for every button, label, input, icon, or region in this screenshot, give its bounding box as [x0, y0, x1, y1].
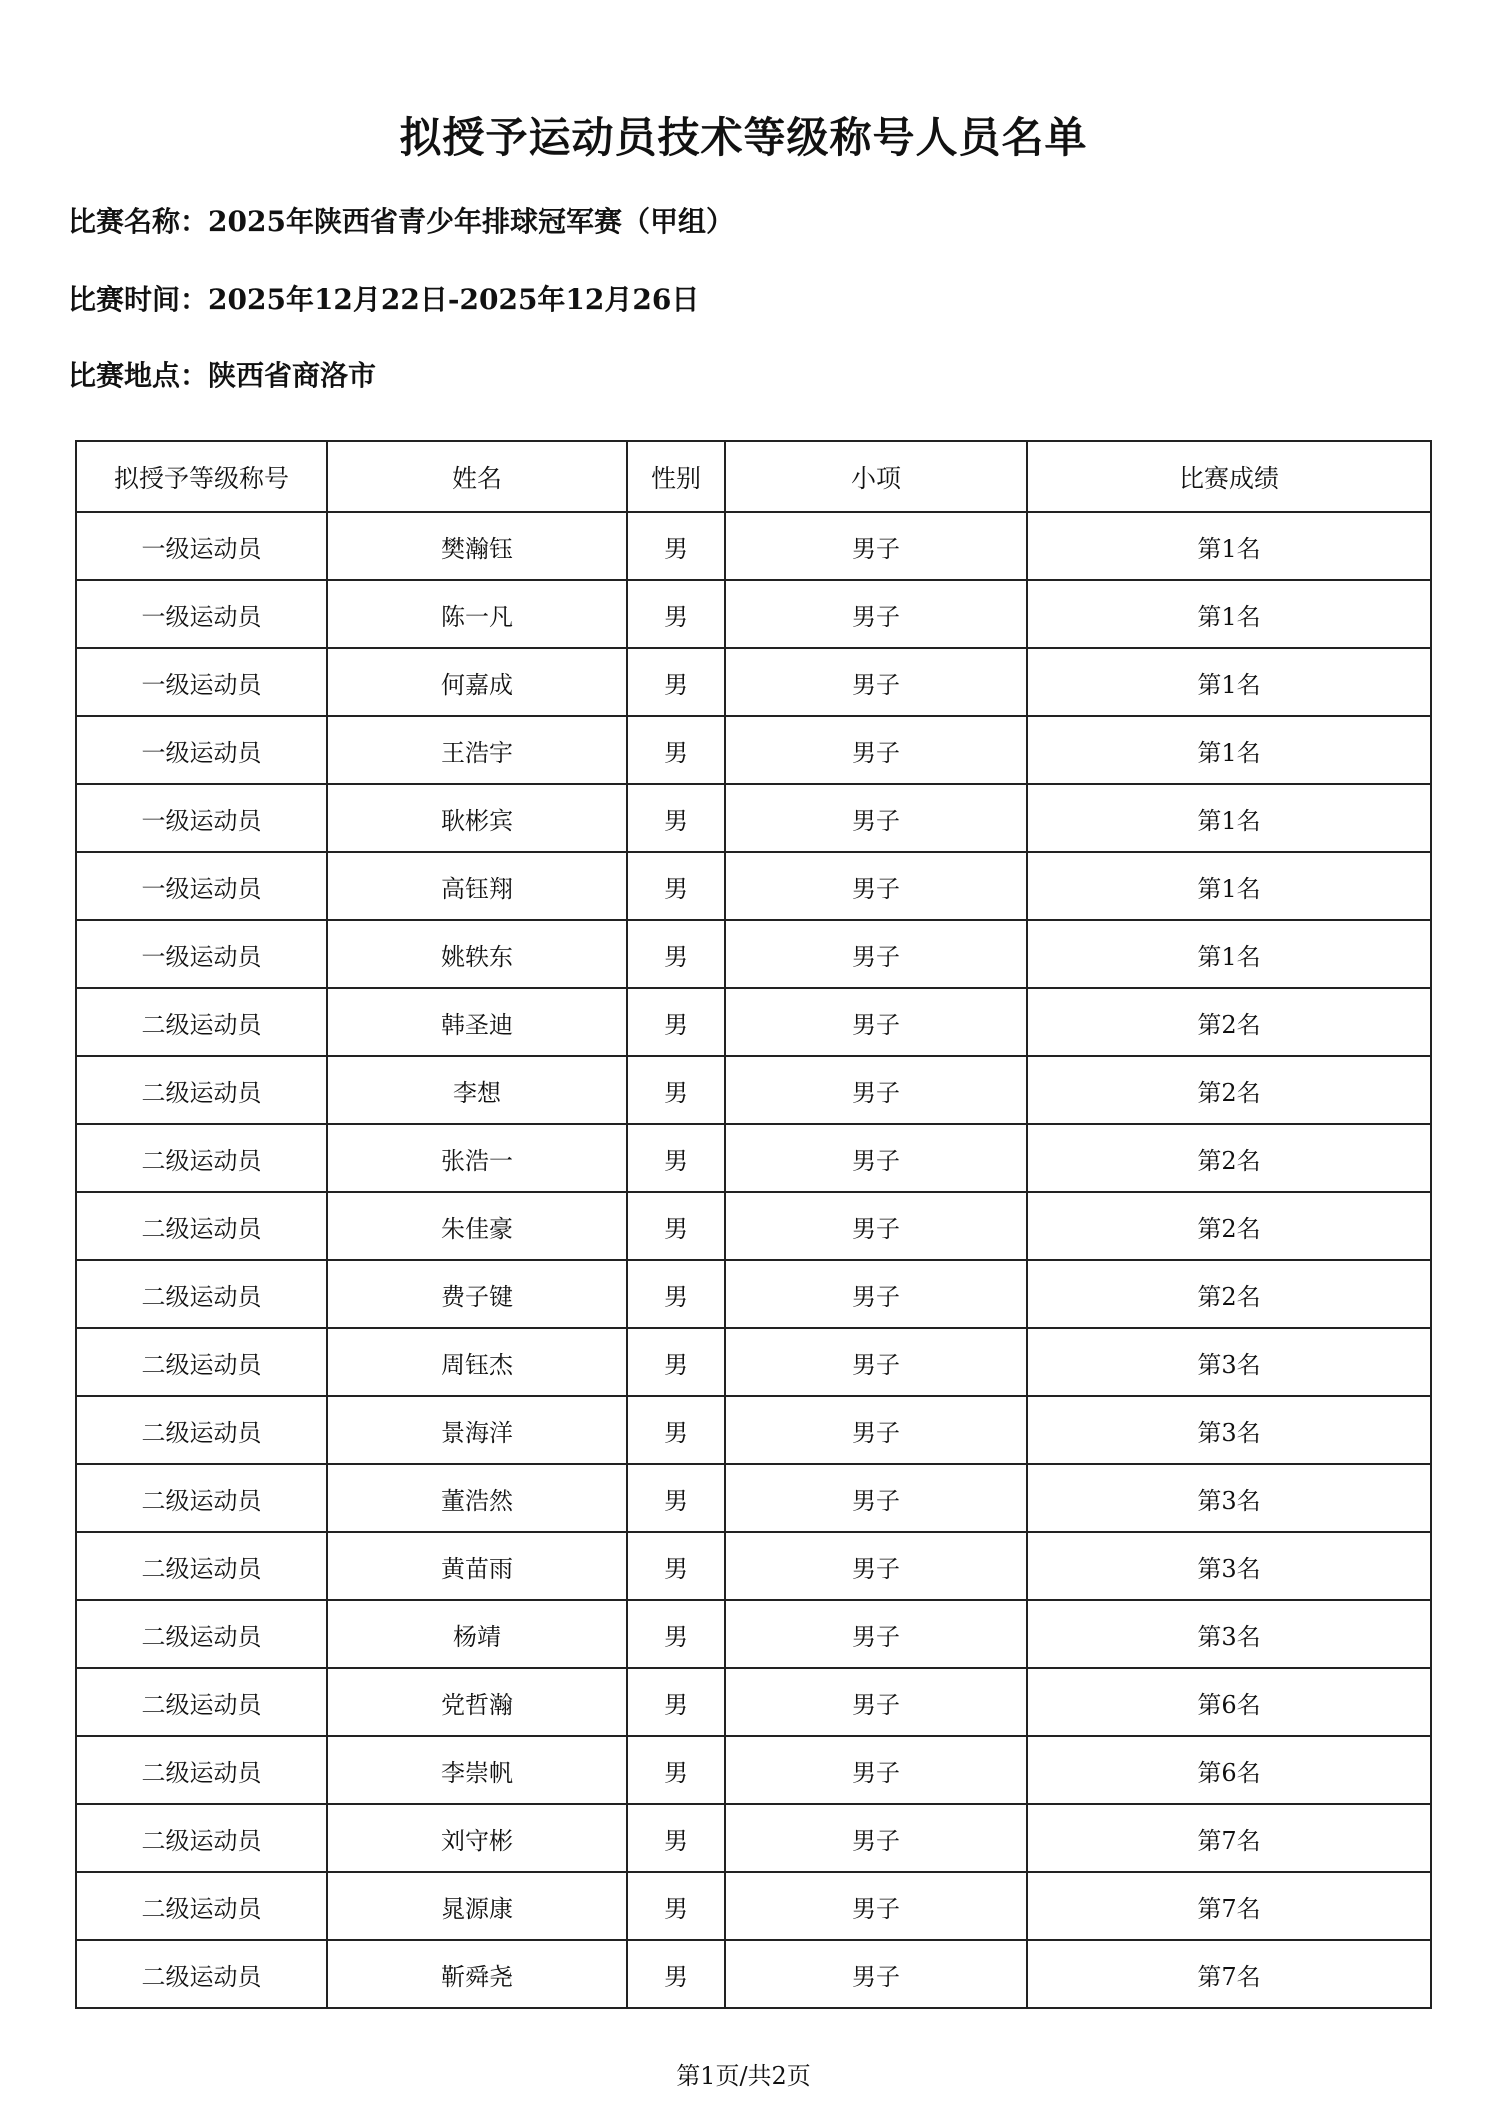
- cell-name: 耿彬宾: [327, 784, 627, 852]
- table-row: [76, 1124, 1431, 1192]
- cell-result: 第3名: [1027, 1600, 1431, 1668]
- table-row: [76, 920, 1431, 988]
- cell-name: 王浩宇: [327, 716, 627, 784]
- cell-grade-title: 二级运动员: [76, 1124, 327, 1192]
- cell-result: 第1名: [1027, 648, 1431, 716]
- cell-gender: 男: [627, 1668, 725, 1736]
- cell-name: 张浩一: [327, 1124, 627, 1192]
- cell-gender: 男: [627, 988, 725, 1056]
- cell-result: 第1名: [1027, 852, 1431, 920]
- competition-location-value: 陕西省商洛市: [208, 359, 377, 392]
- cell-result: 第6名: [1027, 1668, 1431, 1736]
- cell-grade-title: 一级运动员: [76, 784, 327, 852]
- cell-name: 周钰杰: [327, 1328, 627, 1396]
- cell-name: 李想: [327, 1056, 627, 1124]
- cell-result: 第2名: [1027, 1056, 1431, 1124]
- cell-gender: 男: [627, 1192, 725, 1260]
- page-number: 第1页/共2页: [676, 2062, 811, 2090]
- cell-event: 男子: [725, 648, 1027, 716]
- cell-result: 第7名: [1027, 1872, 1431, 1940]
- table-row: [76, 1532, 1431, 1600]
- cell-result: 第1名: [1027, 716, 1431, 784]
- cell-gender: 男: [627, 784, 725, 852]
- table-row: [76, 1464, 1431, 1532]
- cell-gender: 男: [627, 1940, 725, 2008]
- cell-gender: 男: [627, 1736, 725, 1804]
- cell-event: 男子: [725, 1464, 1027, 1532]
- cell-gender: 男: [627, 1260, 725, 1328]
- cell-name: 朱佳豪: [327, 1192, 627, 1260]
- competition-time-value: 2025年12月22日-2025年12月26日: [208, 283, 700, 316]
- cell-event: 男子: [725, 512, 1027, 580]
- competition-time-line: [68, 278, 699, 318]
- table-row: [76, 1736, 1431, 1804]
- cell-name: 樊瀚钰: [327, 512, 627, 580]
- cell-grade-title: 一级运动员: [76, 648, 327, 716]
- cell-grade-title: 一级运动员: [76, 512, 327, 580]
- table-row: [76, 1260, 1431, 1328]
- cell-grade-title: 二级运动员: [76, 1192, 327, 1260]
- cell-name: 党哲瀚: [327, 1668, 627, 1736]
- document-title: 拟授予运动员技术等级称号人员名单: [399, 113, 1088, 162]
- cell-event: 男子: [725, 1056, 1027, 1124]
- table-row: [76, 1056, 1431, 1124]
- cell-result: 第7名: [1027, 1804, 1431, 1872]
- cell-result: 第2名: [1027, 988, 1431, 1056]
- cell-result: 第3名: [1027, 1464, 1431, 1532]
- cell-gender: 男: [627, 920, 725, 988]
- competition-location-label: 比赛地点：: [68, 359, 209, 392]
- athlete-roster-table: [75, 440, 1432, 2009]
- cell-name: 杨靖: [327, 1600, 627, 1668]
- table-row: [76, 1192, 1431, 1260]
- cell-grade-title: 一级运动员: [76, 920, 327, 988]
- cell-result: 第3名: [1027, 1328, 1431, 1396]
- cell-name: 刘守彬: [327, 1804, 627, 1872]
- cell-gender: 男: [627, 1464, 725, 1532]
- cell-event: 男子: [725, 1192, 1027, 1260]
- cell-grade-title: 二级运动员: [76, 988, 327, 1056]
- cell-grade-title: 一级运动员: [76, 852, 327, 920]
- cell-gender: 男: [627, 1600, 725, 1668]
- table-body: [76, 512, 1431, 2008]
- table-row: [76, 1600, 1431, 1668]
- table-row: [76, 852, 1431, 920]
- cell-result: 第2名: [1027, 1192, 1431, 1260]
- cell-event: 男子: [725, 1532, 1027, 1600]
- table-row: [76, 1328, 1431, 1396]
- cell-event: 男子: [725, 784, 1027, 852]
- table-row: [76, 1872, 1431, 1940]
- cell-gender: 男: [627, 1532, 725, 1600]
- cell-result: 第1名: [1027, 920, 1431, 988]
- cell-name: 靳舜尧: [327, 1940, 627, 2008]
- cell-gender: 男: [627, 1056, 725, 1124]
- table-row: [76, 648, 1431, 716]
- cell-grade-title: 二级运动员: [76, 1668, 327, 1736]
- cell-event: 男子: [725, 1328, 1027, 1396]
- cell-grade-title: 二级运动员: [76, 1260, 327, 1328]
- cell-name: 陈一凡: [327, 580, 627, 648]
- cell-name: 韩圣迪: [327, 988, 627, 1056]
- cell-grade-title: 二级运动员: [76, 1056, 327, 1124]
- cell-gender: 男: [627, 512, 725, 580]
- table-row: [76, 1668, 1431, 1736]
- cell-name: 高钰翔: [327, 852, 627, 920]
- cell-grade-title: 二级运动员: [76, 1872, 327, 1940]
- cell-result: 第3名: [1027, 1532, 1431, 1600]
- cell-grade-title: 二级运动员: [76, 1804, 327, 1872]
- cell-grade-title: 二级运动员: [76, 1532, 327, 1600]
- cell-event: 男子: [725, 1668, 1027, 1736]
- cell-grade-title: 一级运动员: [76, 716, 327, 784]
- cell-result: 第2名: [1027, 1260, 1431, 1328]
- cell-event: 男子: [725, 1804, 1027, 1872]
- cell-grade-title: 二级运动员: [76, 1736, 327, 1804]
- cell-event: 男子: [725, 1872, 1027, 1940]
- table-row: [76, 1804, 1431, 1872]
- cell-result: 第1名: [1027, 580, 1431, 648]
- table-row: [76, 512, 1431, 580]
- cell-result: 第7名: [1027, 1940, 1431, 2008]
- cell-gender: 男: [627, 852, 725, 920]
- table-row: [76, 988, 1431, 1056]
- cell-grade-title: 二级运动员: [76, 1396, 327, 1464]
- table-header-row: [76, 441, 1431, 512]
- competition-name-line: [68, 200, 734, 240]
- header-gender: 性别: [627, 441, 725, 512]
- cell-grade-title: 一级运动员: [76, 580, 327, 648]
- cell-gender: 男: [627, 1804, 725, 1872]
- competition-location-line: [68, 354, 376, 394]
- cell-gender: 男: [627, 1124, 725, 1192]
- cell-event: 男子: [725, 1396, 1027, 1464]
- cell-grade-title: 二级运动员: [76, 1600, 327, 1668]
- header-result: 比赛成绩: [1027, 441, 1431, 512]
- cell-gender: 男: [627, 1328, 725, 1396]
- header-grade-title: 拟授予等级称号: [76, 441, 327, 512]
- competition-name-value: 2025年陕西省青少年排球冠军赛（甲组）: [208, 205, 734, 238]
- cell-result: 第1名: [1027, 512, 1431, 580]
- cell-gender: 男: [627, 1872, 725, 1940]
- cell-event: 男子: [725, 988, 1027, 1056]
- cell-result: 第6名: [1027, 1736, 1431, 1804]
- cell-result: 第3名: [1027, 1396, 1431, 1464]
- cell-event: 男子: [725, 580, 1027, 648]
- cell-grade-title: 二级运动员: [76, 1464, 327, 1532]
- cell-gender: 男: [627, 716, 725, 784]
- table-row: [76, 1396, 1431, 1464]
- cell-name: 李崇帆: [327, 1736, 627, 1804]
- cell-name: 费子键: [327, 1260, 627, 1328]
- cell-result: 第2名: [1027, 1124, 1431, 1192]
- table-row: [76, 580, 1431, 648]
- table-row: [76, 716, 1431, 784]
- cell-name: 姚轶东: [327, 920, 627, 988]
- table-row: [76, 784, 1431, 852]
- table-row: [76, 1940, 1431, 2008]
- cell-name: 黄苗雨: [327, 1532, 627, 1600]
- cell-result: 第1名: [1027, 784, 1431, 852]
- competition-time-label: 比赛时间：: [68, 283, 209, 316]
- cell-name: 晁源康: [327, 1872, 627, 1940]
- cell-name: 董浩然: [327, 1464, 627, 1532]
- cell-gender: 男: [627, 648, 725, 716]
- cell-event: 男子: [725, 920, 1027, 988]
- cell-gender: 男: [627, 1396, 725, 1464]
- cell-grade-title: 二级运动员: [76, 1328, 327, 1396]
- cell-name: 景海洋: [327, 1396, 627, 1464]
- header-name: 姓名: [327, 441, 627, 512]
- cell-event: 男子: [725, 1736, 1027, 1804]
- cell-grade-title: 二级运动员: [76, 1940, 327, 2008]
- cell-event: 男子: [725, 1124, 1027, 1192]
- cell-event: 男子: [725, 1260, 1027, 1328]
- cell-event: 男子: [725, 852, 1027, 920]
- cell-event: 男子: [725, 1940, 1027, 2008]
- cell-gender: 男: [627, 580, 725, 648]
- cell-name: 何嘉成: [327, 648, 627, 716]
- cell-event: 男子: [725, 716, 1027, 784]
- competition-name-label: 比赛名称：: [68, 205, 209, 238]
- cell-event: 男子: [725, 1600, 1027, 1668]
- header-event: 小项: [725, 441, 1027, 512]
